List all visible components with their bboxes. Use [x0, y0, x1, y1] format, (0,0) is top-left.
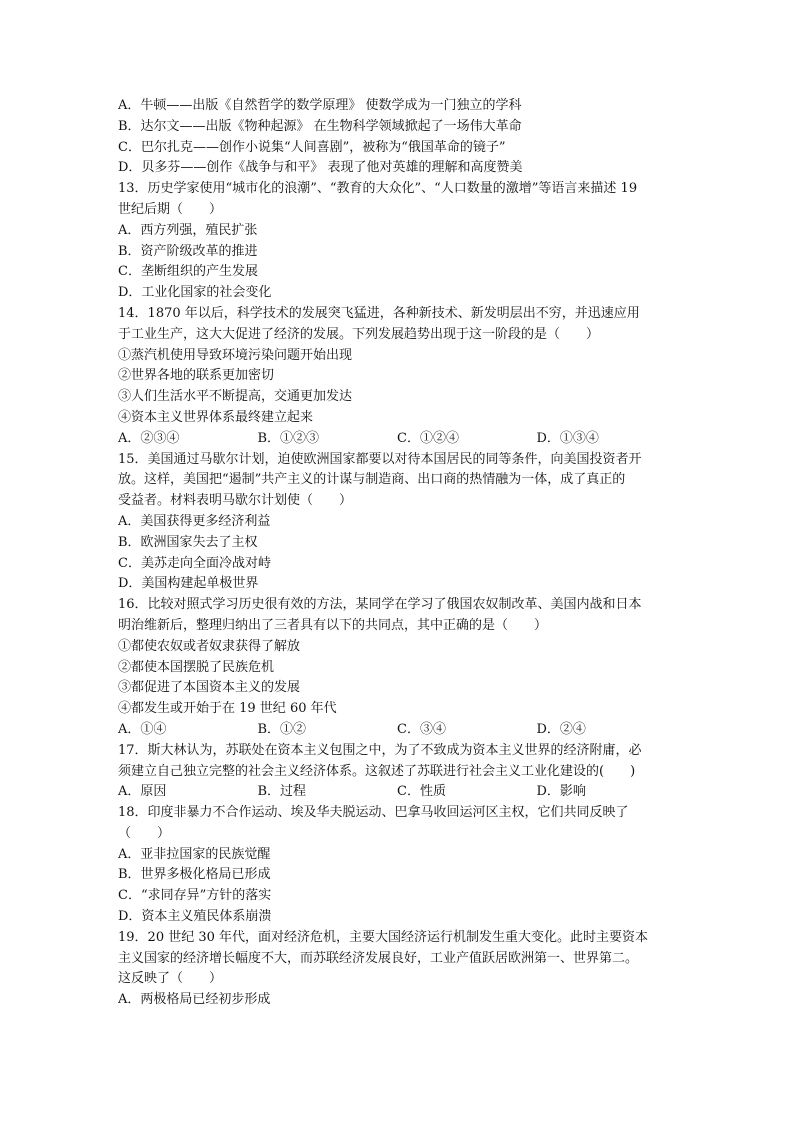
- option-b: B．①②③: [257, 430, 320, 446]
- question-stem-line: 17．斯大林认为，苏联处在资本主义包围之中，为了不致成为资本主义世界的经济附庸，必: [118, 742, 642, 758]
- option-line: D．贝多芬——创作《战争与和平》 表现了他对英雄的理解和高度赞美: [118, 160, 523, 176]
- question-16: [118, 595, 676, 741]
- question-stem-line: 受益者。材料表明马歇尔计划使（ ）: [118, 493, 353, 509]
- statement-item: ②世界各地的联系更加密切: [118, 368, 275, 384]
- statement-item: ①都使农奴或者奴隶获得了解放: [118, 638, 301, 654]
- option-line: A．亚非拉国家的民族觉醒: [118, 846, 271, 862]
- question-stem-line: 19．20 世纪 30 年代，面对经济危机，主要大国经济运行机制发生重大变化。此时主要资本: [118, 929, 649, 945]
- question-stem-line: 18．印度非暴力不合作运动、埃及华夫脱运动、巴拿马收回运河区主权，它们共同反映了: [118, 805, 629, 821]
- option-row: [118, 720, 676, 741]
- option-d: D．②④: [536, 721, 586, 737]
- option-line: D．工业化国家的社会变化: [118, 285, 272, 301]
- option-c: C．性质: [397, 784, 446, 800]
- option-line: B．世界多极化格局已形成: [118, 867, 271, 883]
- option-line: A．两极格局已经初步形成: [118, 992, 271, 1008]
- option-line: C．巴尔扎克——创作小说集“人间喜剧”，被称为“俄国革命的镜子”: [118, 139, 506, 155]
- question-18: [118, 803, 676, 928]
- statement-item: ④资本主义世界体系最终建立起来: [118, 409, 314, 425]
- question-stem-line: 主义国家的经济增长幅度不大，而苏联经济发展良好，工业产值跃居欧洲第一、世界第二。: [118, 950, 639, 966]
- question-stem-line: （ ）: [118, 825, 171, 841]
- question-stem-line: 放。这样，美国把“遏制”共产主义的计谋与制造商、出口商的热情融为一体，成了真正的: [118, 472, 626, 488]
- statement-item: ②都使本国摆脱了民族危机: [118, 659, 275, 675]
- question-19: [118, 928, 676, 1011]
- statement-item: ④都发生或开始于在 19 世纪 60 年代: [118, 701, 337, 717]
- question-stem-line: 15．美国通过马歇尔计划，迫使欧洲国家都要以对待本国居民的同等条件，向美国投资者开: [118, 451, 642, 467]
- option-line: B．欧洲国家失去了主权: [118, 534, 258, 550]
- question-13: [118, 179, 676, 304]
- option-row: [118, 782, 676, 803]
- option-line: A．西方列强，殖民扩张: [118, 222, 258, 238]
- question-stem-line: 明治维新后，整理归纳出了三者具有以下的共同点，其中正确的是（ ）: [118, 617, 548, 633]
- option-line: C．垄断组织的产生发展: [118, 264, 258, 280]
- question-stem-line: 14．1870 年以后，科学技术的发展突飞猛进，各种新技术、新发明层出不穷，并迅速应用: [118, 305, 640, 321]
- question-stem-line: 世纪后期（ ）: [118, 201, 223, 217]
- question-stem-line: 这反映了（ ）: [118, 971, 223, 987]
- statement-item: ①蒸汽机使用导致环境污染问题开始出现: [118, 347, 353, 363]
- option-line: A．牛顿——出版《自然哲学的数学原理》 使数学成为一门独立的学科: [118, 98, 522, 113]
- option-c: C．①②④: [397, 430, 459, 446]
- option-c: C．③④: [397, 721, 446, 737]
- question-15: [118, 450, 676, 596]
- statement-item: ③都促进了本国资本主义的发展: [118, 680, 301, 696]
- option-line: D．美国构建起单极世界: [118, 576, 259, 592]
- question-stem-line: 13．历史学家使用“城市化的浪潮”、“教育的大众化”、“人口数量的激增”等语言来描述 19: [118, 181, 638, 197]
- option-line: C．美苏走向全面冷战对峙: [118, 555, 271, 571]
- exam-page: [118, 96, 676, 1011]
- option-d: D．①③④: [536, 430, 599, 446]
- option-a: A．原因: [118, 784, 167, 800]
- option-line: B．资产阶级改革的推进: [118, 243, 258, 259]
- question-12-options: [118, 96, 676, 179]
- option-line: D．资本主义殖民体系崩溃: [118, 909, 272, 925]
- option-row: [118, 429, 676, 450]
- option-b: B．①②: [257, 721, 307, 737]
- option-a: A．①④: [118, 721, 167, 737]
- question-stem-line: 须建立自己独立完整的社会主义经济体系。这叙述了苏联进行社会主义工业化建设的( ): [118, 763, 636, 779]
- option-a: A．②③④: [118, 430, 180, 446]
- question-14: [118, 304, 676, 450]
- question-17: [118, 741, 676, 803]
- statement-item: ③人们生活水平不断提高，交通更加发达: [118, 389, 353, 405]
- option-line: A．美国获得更多经济利益: [118, 513, 271, 529]
- option-line: B．达尔文——出版《物种起源》 在生物科学领域掀起了一场伟大革命: [118, 118, 522, 134]
- option-b: B．过程: [257, 784, 307, 800]
- option-line: C．“求同存异”方针的落实: [118, 888, 272, 904]
- question-stem-line: 于工业生产，这大大促进了经济的发展。下列发展趋势出现于这一阶段的是（ ）: [118, 326, 600, 342]
- option-d: D．影响: [536, 784, 586, 800]
- question-stem-line: 16．比较对照式学习历史很有效的方法，某同学在学习了俄国农奴制改革、美国内战和日本: [118, 597, 642, 613]
